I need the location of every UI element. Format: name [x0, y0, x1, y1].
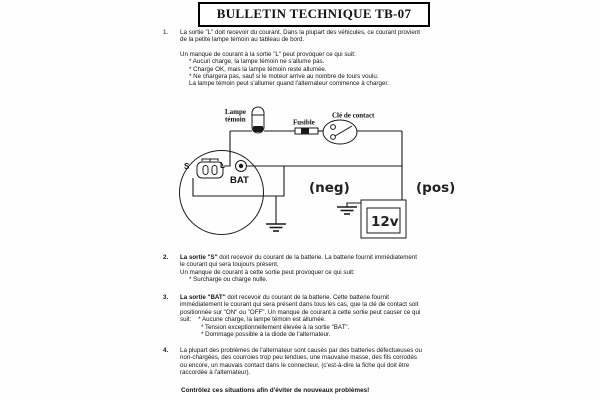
- page-title: BULLETIN TECHNIQUE TB-07: [216, 6, 412, 21]
- text-line: La sortie "BAT" doit recevoir du courant de la batterie. Cette batterie fournit: [180, 294, 390, 301]
- pos-label: (pos): [416, 180, 456, 196]
- indicator-lamp-icon: [252, 107, 264, 133]
- alternator-wiring-diagram: [160, 100, 460, 250]
- text-line: * Tension exceptionnellement élevée à la sortie "BAT".: [201, 323, 350, 331]
- text-line: * Ne chargera pas, sauf si le moteur arrive au nombre de tours voulu.: [189, 73, 379, 81]
- text-line: Un manque de courant à cette sortie peut provoquer ce qui suit:: [180, 268, 355, 276]
- list-number-2: 2.: [163, 254, 169, 261]
- text-line: immédiatement le courant qui sera présent dans tous les cas, que la clé de contact soit: [180, 301, 419, 309]
- paragraph-1: [163, 29, 463, 88]
- text-line: * Dommage possible à la diode de l'alternateur.: [201, 331, 331, 339]
- key-label: Clé de contact: [332, 111, 375, 120]
- paragraph-3-lines: [180, 294, 463, 338]
- fuse-label: Fusible: [293, 118, 315, 127]
- ignition-key-icon: [323, 120, 357, 144]
- list-number-1: 1.: [163, 29, 169, 36]
- text-line: positionnée sur "ON" ou "OFF". Un manque de courant à cette sortie peut causer ce qui: [180, 308, 421, 316]
- text-line: raccordée à l'alternateur).: [180, 369, 251, 377]
- text-line: Un manque de courant à la sortie "L" peut provoquer ce qui suit:: [180, 50, 356, 58]
- text-line: ou encore, un mauvais contact dans le connecteur, (c'est-à-dire la fiche qui doit être: [180, 361, 410, 369]
- text-line: La sortie "L" doit recevoir du courant. Dans la plupart des véhicules, ce courant provient: [180, 29, 420, 36]
- terminal-s-label: S: [184, 162, 190, 171]
- paragraph-4: [163, 347, 463, 377]
- text-line: le courant qui sera toujours présent.: [180, 261, 279, 269]
- neg-label: (neg): [309, 180, 350, 196]
- list-number-3: 3.: [163, 294, 169, 301]
- text-line: La plupart des problèmes de l'alternateur sont causés par des batteries défectueuses ou: [180, 347, 422, 354]
- text-line: * Charge OK, mais la lampe témoin reste allumée.: [189, 65, 327, 73]
- title-box: [198, 2, 430, 27]
- lamp-label-line1: Lampe: [225, 108, 246, 116]
- paragraph-3: [163, 294, 463, 338]
- text-line: non-chargées, des courroies trop peu tendues, une mauvaise masse, des fils corrodés: [180, 354, 417, 362]
- ground-symbol-alternator: [266, 196, 286, 231]
- lamp-label-line2: témoin: [225, 115, 246, 124]
- fuse-icon: [295, 128, 318, 134]
- terminal-l-label: L: [220, 161, 225, 170]
- paragraph-2-lines: [180, 254, 463, 284]
- text-line: La sortie "S" doit recevoir du courant de la batterie. La batterie fournit immédiatement: [180, 254, 417, 261]
- text-line: * Surcharge ou charge nulle.: [189, 276, 268, 284]
- terminal-bat-label: BAT: [230, 175, 249, 186]
- closing-warning-line: Contrôlez ces situations afin d'éviter de nouveaux problèmes!: [181, 387, 370, 394]
- list-number-4: 4.: [163, 347, 169, 354]
- text-line: de la petite lampe témoin au tableau de bord.: [180, 36, 305, 44]
- text-line: * Aucun charge, la lampe témoin ne s'allume pas.: [189, 58, 325, 66]
- paragraph-4-lines: [180, 347, 463, 377]
- bat-terminal-icon: [236, 161, 247, 172]
- paragraph-1-lines: [180, 29, 463, 88]
- paragraph-2: [163, 254, 463, 284]
- text-line: La lampe témoin peut s'allumer quand l'alternateur commence à charger.: [189, 80, 389, 88]
- wire-l-terminal: [224, 131, 230, 166]
- ground-symbol-battery: [337, 203, 361, 214]
- battery-voltage-label: 12v: [371, 214, 399, 230]
- text-line: suit: * Aucune charge, la lampe témoin est allumée.: [180, 316, 326, 324]
